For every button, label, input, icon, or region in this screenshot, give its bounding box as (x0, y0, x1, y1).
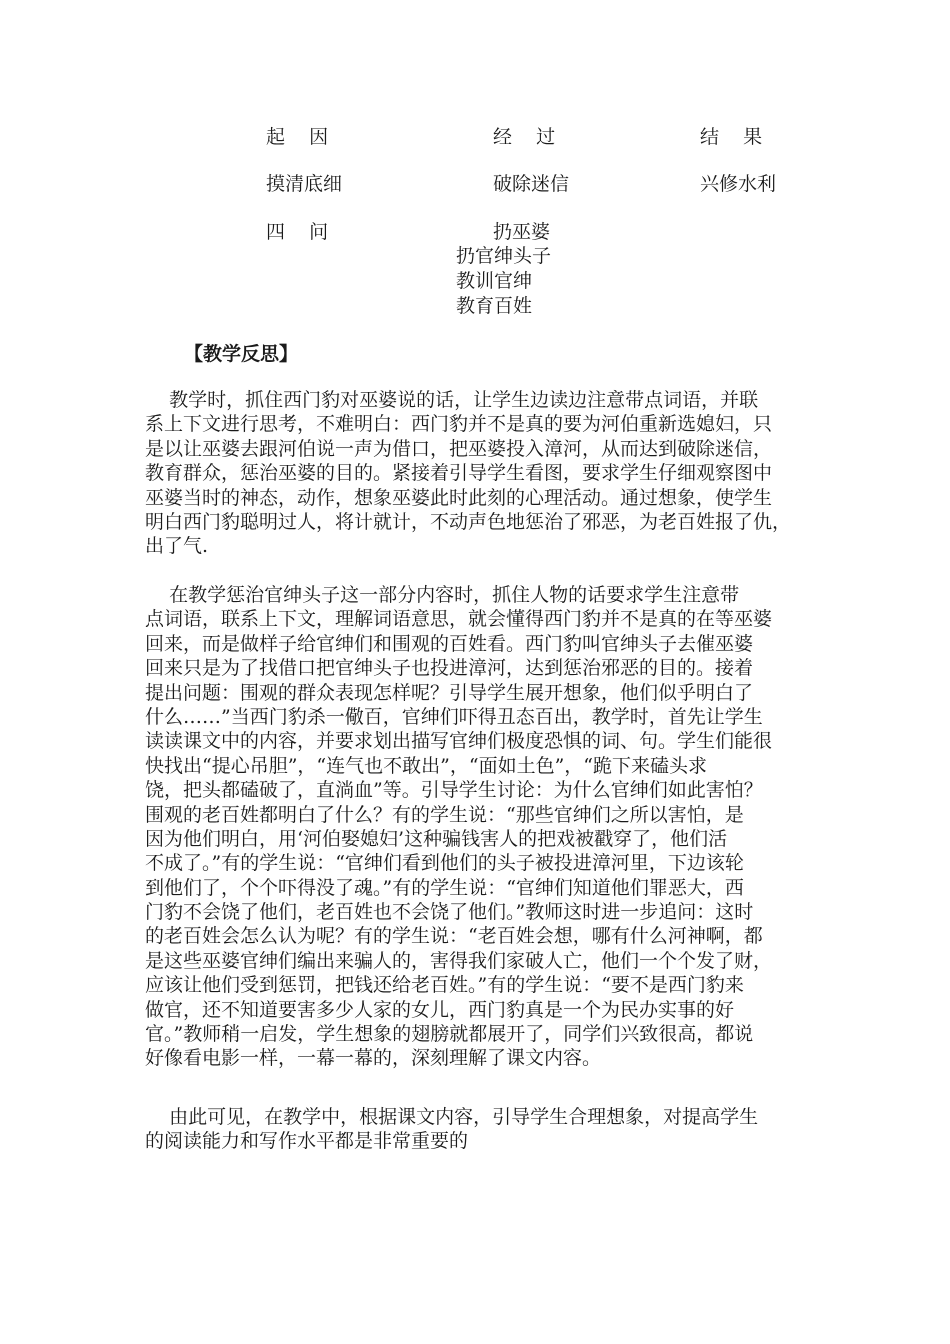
result-item-1: 兴修水利 (700, 173, 777, 195)
reflection-paragraph-1 (145, 388, 820, 559)
text-line: 围观的老百姓都明白了什么？有的学生说：“那些官绅们之所以害怕，是 (145, 803, 744, 826)
text-line: 由此可见，在教学中，根据课文内容，引导学生合理想象，对提高学生 (145, 1106, 759, 1128)
text-line: 回来只是为了找借口把官绅头子也投进漳河，达到惩治邪恶的目的。接着 (145, 657, 754, 680)
reflection-heading: 【教学反思】 (184, 343, 299, 365)
text-line: 巫婆当时的神态，动作，想象巫婆此时此刻的心理活动。通过想象，使学生 (145, 486, 773, 509)
text-line: 到他们了，个个吓得没了魂。”有的学生说：“官绅们知道他们罪恶大，西 (145, 876, 744, 899)
text-line: 提出问题：围观的群众表现怎样呢？引导学生展开想象，他们似乎明白了 (145, 681, 754, 704)
text-line: 的阅读能力和写作水平都是非常重要的 (145, 1130, 469, 1153)
text-line: 做官，还不知道要害多少人家的女儿，西门豹真是一个为民办实事的好 (145, 998, 735, 1021)
text-line: 出了气. (145, 535, 209, 558)
cause-item-1: 摸清底细 (266, 173, 343, 195)
text-line: 不成了。”有的学生说：“官绅们看到他们的头子被投进漳河里，下边该轮 (145, 852, 744, 875)
text-line: 好像看电影一样，一幕一幕的，深刻理解了课文内容。 (145, 1047, 602, 1070)
text-line: 快找出“提心吊胆”，“连气也不敢出”，“面如土色”，“跪下来磕头求 (145, 754, 707, 777)
text-line: 读读课文中的内容，并要求划出描写官绅们极度恐惧的词、句。学生们能很 (145, 730, 773, 753)
text-line: 是这些巫婆官绅们编出来骗人的，害得我们家破人亡，他们一个个发了财， (145, 949, 773, 972)
cause-item-2: 四 问 (266, 221, 329, 243)
text-line: 回来，而是做样子给官绅们和围观的百姓看。西门豹叫官绅头子去催巫婆 (145, 632, 754, 655)
text-line: 饶，把头都磕破了，直淌血”等。引导学生讨论：为什么官绅们如此害怕？ (145, 779, 763, 802)
text-line: 门豹不会饶了他们，老百姓也不会饶了他们。”教师这时进一步追问：这时 (145, 901, 754, 924)
header-cause: 起 因 (266, 126, 329, 148)
process-subitem: 扔官绅头子 (456, 245, 552, 267)
text-line: 在教学惩治官绅头子这一部分内容时，抓住人物的话要求学生注意带 (145, 584, 740, 606)
reflection-paragraph-2 (145, 583, 820, 1071)
text-line: 因为他们明白，用‘河伯娶媳妇’这种骗钱害人的把戏被戳穿了，他们活 (145, 827, 728, 850)
process-subitem: 教训官绅 (456, 270, 533, 292)
process-subitem: 教育百姓 (456, 295, 533, 317)
text-line: 是以让巫婆去跟河伯说一声为借口，把巫婆投入漳河，从而达到破除迷信， (145, 437, 773, 460)
text-line: 点词语，联系上下文，理解词语意思，就会懂得西门豹并不是真的在等巫婆 (145, 608, 773, 631)
process-item-1: 破除迷信 (493, 173, 570, 195)
text-line: 教育群众，惩治巫婆的目的。紧接着引导学生看图，要求学生仔细观察图中 (145, 462, 773, 485)
reflection-paragraph-3 (145, 1105, 820, 1154)
text-line: 官。”教师稍一启发，学生想象的翅膀就都展开了，同学们兴致很高，都说 (145, 1023, 754, 1046)
text-line: 应该让他们受到惩罚，把钱还给老百姓。”有的学生说：“要不是西门豹来 (145, 974, 744, 997)
text-line: 教学时，抓住西门豹对巫婆说的话，让学生边读边注意带点词语，并联 (145, 389, 759, 411)
header-process: 经 过 (493, 126, 556, 148)
text-line: 系上下文进行思考，不难明白：西门豹并不是真的要为河伯重新选媳妇，只 (145, 413, 773, 436)
text-line: 什么……”当西门豹杀一儆百，官绅们吓得丑态百出，教学时，首先让学生 (145, 705, 763, 728)
text-line: 明白西门豹聪明过人，将计就计，不动声色地惩治了邪恶，为老百姓报了仇， (145, 510, 792, 533)
header-result: 结 果 (700, 126, 763, 148)
process-item-2: 扔巫婆 (493, 221, 551, 243)
text-line: 的老百姓会怎么认为呢？有的学生说：“老百姓会想，哪有什么河神啊，都 (145, 925, 763, 948)
